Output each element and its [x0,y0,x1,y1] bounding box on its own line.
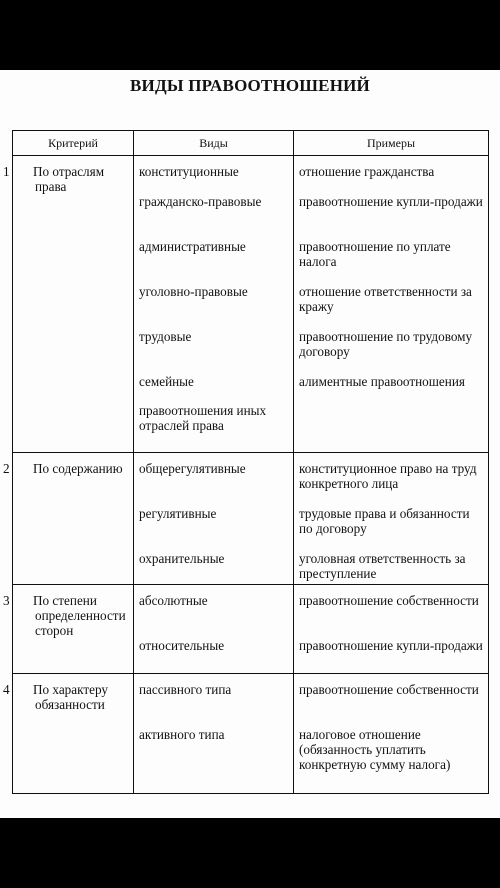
type-item: общерегулятивные [139,461,246,476]
example-item: отношение гражданства [299,164,435,179]
example-item: правоотношение купли-продажи [299,194,483,209]
criterion-cell [3,585,134,674]
example-item: правоотношение собственности [299,682,479,697]
criterion-number: 4 [3,682,10,697]
type-item: охранительные [139,551,225,566]
examples-cell [294,156,489,453]
header-criterion: Критерий [13,131,134,156]
table-row [13,585,489,674]
header-types: Виды [134,131,294,156]
criterion-cell [3,674,134,794]
type-item: регулятивные [139,506,217,521]
criterion-text: По характеру обязанности [33,682,108,712]
criterion-text: По содержанию [33,461,123,476]
header-examples: Примеры [294,131,489,156]
types-cell [134,156,294,453]
example-item: отношение ответственности за кражу [299,284,472,314]
page-title: ВИДЫ ПРАВООТНОШЕНИЙ [130,76,370,95]
type-item: трудовые [139,329,192,344]
types-cell [134,674,294,794]
example-item: правоотношение по уплате налога [299,239,451,269]
examples-cell [294,674,489,794]
type-item: административные [139,239,246,254]
example-item: уголовная ответственность за преступление [299,551,466,581]
example-item: налоговое отношение (обязанность уплатить конкретную сумму налога) [299,727,451,772]
example-item: конституционное право на труд конкретного лица [299,461,477,491]
example-item: правоотношение купли-продажи [299,638,483,653]
type-item: пассивного типа [139,682,232,697]
examples-cell [294,453,489,585]
table-row [13,156,489,453]
type-item: относительные [139,638,225,653]
example-item: алиментные правоотношения [299,374,465,389]
legal-relations-table [3,130,489,794]
example-item: правоотношение по трудовому договору [299,329,473,359]
criterion-text: По степени определенности сторон [33,593,126,638]
document-page [0,70,500,818]
type-item: активного типа [139,727,225,742]
criterion-cell [3,156,134,453]
type-item: абсолютные [139,593,208,608]
type-item: правоотношения иных отраслей права [139,403,267,433]
types-cell [134,453,294,585]
type-item: семейные [139,374,194,389]
table-row [13,674,489,794]
type-item: гражданско-правовые [139,194,262,209]
examples-cell [294,585,489,674]
example-item: трудовые права и обязанности по договору [299,506,470,536]
table-row [13,453,489,585]
criterion-number: 3 [3,593,10,608]
criterion-cell [3,453,134,585]
criterion-number: 1 [3,164,10,179]
type-item: уголовно-правовые [139,284,248,299]
example-item [299,403,483,452]
type-item: конституционные [139,164,239,179]
types-cell [134,585,294,674]
criterion-number: 2 [3,461,10,476]
example-item: правоотношение собственности [299,593,479,608]
criterion-text: По отраслям права [33,164,105,194]
table-header-row [13,131,489,156]
